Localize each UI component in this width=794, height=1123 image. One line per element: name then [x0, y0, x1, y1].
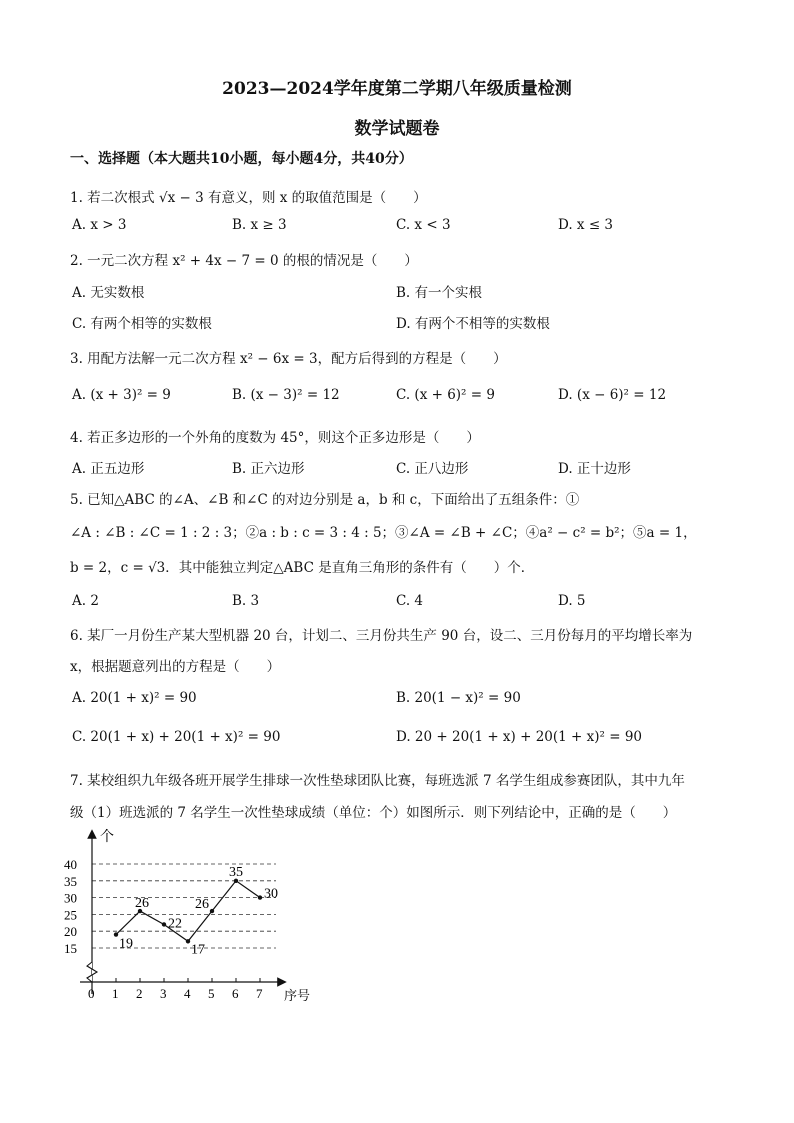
x-tick-label: 2 [136, 986, 143, 1001]
data-label: 35 [229, 864, 243, 880]
data-labels [119, 865, 278, 957]
data-label: 19 [119, 936, 133, 952]
y-tick-label: 25 [64, 907, 77, 923]
question-5-stem-line3: b = 2，c = √3．其中能独立判定△ABC 是直角三角形的条件有（ ）个． [70, 560, 535, 576]
q2-option-d: D. 有两个不相等的实数根 [396, 316, 550, 332]
q3-option-d: D. (x − 6)² = 12 [558, 387, 667, 403]
x-tick-label: 4 [184, 986, 191, 1001]
q2-option-c: C. 有两个相等的实数根 [72, 316, 212, 332]
question-3-stem: 3. 用配方法解一元二次方程 x² − 6x = 3，配方后得到的方程是（ ） [70, 351, 507, 367]
q3-option-b: B. (x − 3)² = 12 [232, 387, 340, 403]
q5-option-a: A. 2 [72, 593, 99, 609]
q3-option-c: C. (x + 6)² = 9 [396, 387, 495, 403]
score-line-chart [60, 822, 330, 1012]
question-7-stem-line2: 级（1）班选派的 7 名学生一次性垫球成绩（单位：个）如图所示．则下列结论中，正确的是（ ） [70, 805, 677, 821]
q5-option-c: C. 4 [396, 593, 424, 609]
data-label: 26 [135, 896, 149, 912]
y-tick-label: 30 [64, 890, 77, 906]
data-label: 17 [191, 942, 205, 958]
y-tick-labels [64, 857, 77, 956]
q4-option-c: C. 正八边形 [396, 461, 469, 477]
q6-option-a: A. 20(1 + x)² = 90 [72, 690, 197, 706]
y-tick-label: 40 [64, 857, 77, 872]
data-label: 22 [168, 916, 182, 932]
q5-option-d: D. 5 [558, 593, 586, 609]
q6-option-d: D. 20 + 20(1 + x) + 20(1 + x)² = 90 [396, 729, 642, 745]
data-point [162, 922, 166, 926]
question-5-stem-line2: ∠A : ∠B : ∠C = 1 : 2 : 3；②a : b : c = 3 : 4 : 5；③∠A = ∠B + ∠C；④a² − c² = b²；⑤a = 1， [70, 525, 697, 541]
x-tick-label: 1 [112, 986, 119, 1001]
q2-option-a: A. 无实数根 [72, 285, 145, 301]
y-axis-unit-label: 个 [100, 830, 114, 845]
x-tick-label: 7 [256, 986, 263, 1001]
exam-title: 2023—2024学年度第二学期八年级质量检测 [222, 79, 572, 99]
y-tick-label: 20 [64, 924, 77, 940]
data-point [210, 909, 214, 913]
x-tick-label: 3 [160, 986, 167, 1001]
data-point [114, 932, 118, 936]
y-tick-label: 15 [64, 941, 77, 956]
chart-grid [92, 864, 276, 948]
data-label: 26 [195, 897, 209, 913]
q6-option-c: C. 20(1 + x) + 20(1 + x)² = 90 [72, 729, 281, 745]
question-1-stem: 1. 若二次根式 √x − 3 有意义，则 x 的取值范围是（ ） [70, 190, 427, 206]
question-7-stem-line1: 7. 某校组织九年级各班开展学生排球一次性垫球团队比赛，每班选派 7 名学生组成参赛团队，其中九年 [70, 773, 685, 789]
section-heading: 一、选择题（本大题共10小题，每小题4分，共40分） [70, 151, 413, 167]
q1-option-b: B. x ≥ 3 [232, 217, 287, 233]
x-tick-label: 0 [88, 986, 95, 1001]
q4-option-b: B. 正六边形 [232, 461, 305, 477]
question-2-stem: 2. 一元二次方程 x² + 4x − 7 = 0 的根的情况是（ ） [70, 253, 418, 269]
q4-option-a: A. 正五边形 [72, 461, 145, 477]
data-point [258, 895, 262, 899]
question-6-stem-line1: 6. 某厂一月份生产某大型机器 20 台，计划二、三月份共生产 90 台，设二、三月份每月的平均增长率为 [70, 628, 693, 644]
q1-option-d: D. x ≤ 3 [558, 217, 614, 233]
question-6-stem-line2: x，根据题意列出的方程是（ ） [70, 659, 281, 675]
question-4-stem: 4. 若正多边形的一个外角的度数为 45°，则这个正多边形是（ ） [70, 430, 480, 446]
y-tick-label: 35 [64, 873, 77, 889]
data-point [186, 939, 190, 943]
q2-option-b: B. 有一个实根 [396, 285, 483, 301]
x-axis-label: 序号 [284, 988, 311, 1003]
q1-option-a: A. x > 3 [72, 217, 127, 233]
q3-option-a: A. (x + 3)² = 9 [72, 387, 171, 403]
axis-break-mark [87, 962, 97, 982]
question-5-stem-line1: 5. 已知△ABC 的∠A、∠B 和∠C 的对边分别是 a，b 和 c，下面给出了五组条件：① [70, 492, 580, 508]
x-tick-label: 5 [208, 986, 215, 1001]
data-label: 30 [264, 886, 278, 902]
x-tick-label: 6 [232, 986, 239, 1001]
exam-subtitle: 数学试题卷 [354, 119, 440, 139]
q5-option-b: B. 3 [232, 593, 260, 609]
q4-option-d: D. 正十边形 [558, 461, 631, 477]
q6-option-b: B. 20(1 − x)² = 90 [396, 690, 521, 706]
q1-option-c: C. x < 3 [396, 217, 451, 233]
